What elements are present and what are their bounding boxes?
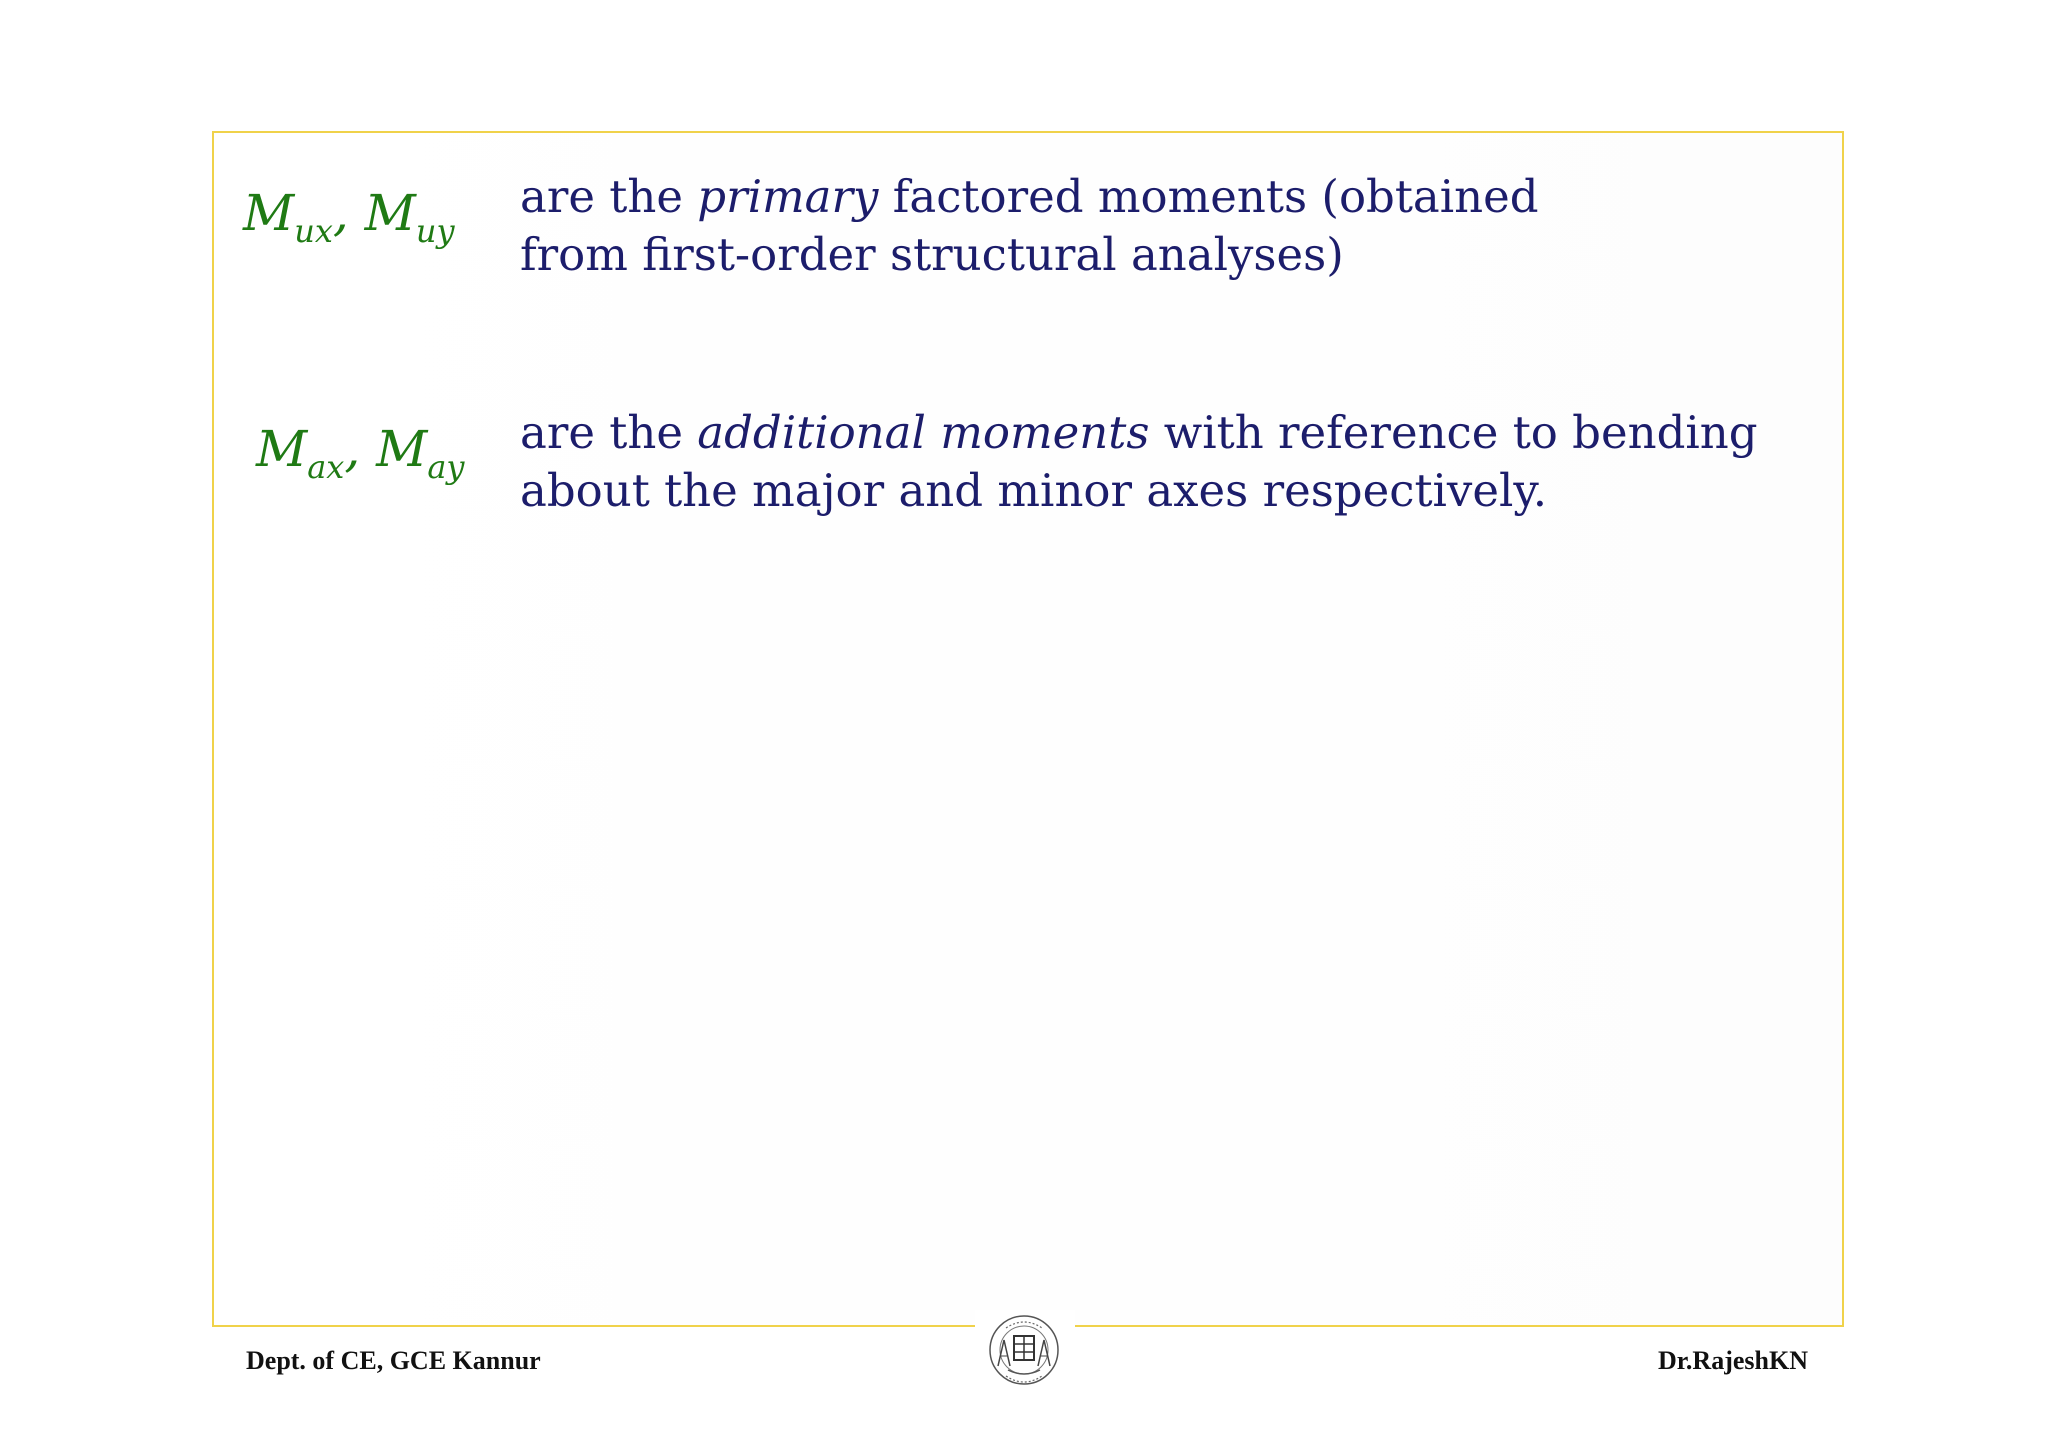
footer-author: Dr.RajeshKN [1658,1346,1808,1375]
symbol-muy: M [364,184,416,242]
symbol-mux-muy [243,184,455,250]
symbol-max: M [256,420,308,478]
description-line-2: about the major and minor axes respectively. [520,464,1548,517]
symbol-may: M [376,420,428,478]
text-segment: are the [520,406,698,459]
description-line-1 [520,404,1758,462]
subscript-ay: ay [427,448,465,486]
subscript-uy: uy [415,212,455,250]
description-primary-moments [520,168,1539,284]
emphasis-additional-moments: additional moments [697,406,1150,459]
slide-frame [212,131,1844,1327]
emphasis-primary: primary [697,170,879,223]
symbol-mux: M [243,184,295,242]
description-additional-moments [520,404,1758,520]
text-segment: are the [520,170,698,223]
college-seal-icon [978,1306,1070,1394]
text-segment: factored moments (obtained [878,170,1539,223]
description-line-1 [520,168,1539,226]
description-line-2: from first-order structural analyses) [520,228,1344,281]
symbol-max-may [256,420,465,486]
subscript-ux: ux [294,212,333,250]
symbol-separator: , [332,184,365,242]
subscript-ax: ax [307,448,345,486]
text-segment: with reference to bending [1149,406,1758,459]
footer-department: Dept. of CE, GCE Kannur [246,1346,541,1375]
symbol-separator: , [344,420,377,478]
